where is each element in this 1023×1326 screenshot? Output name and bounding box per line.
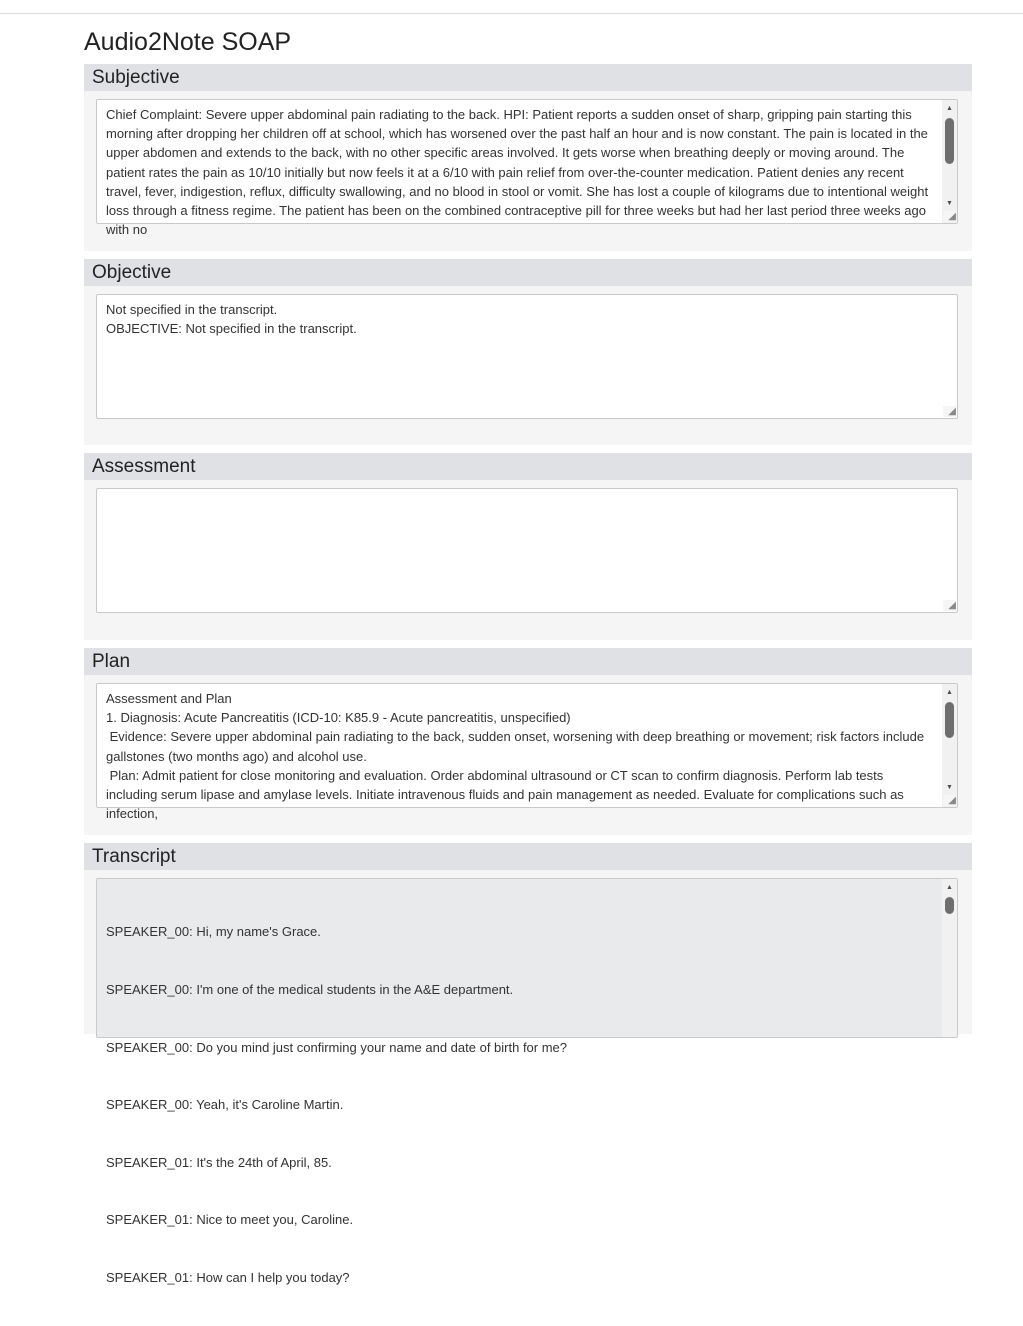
- top-bar: [0, 0, 1023, 14]
- resize-grip-icon[interactable]: ◢: [943, 795, 956, 806]
- resize-grip-icon[interactable]: ◢: [943, 211, 956, 222]
- scroll-up-arrow-icon[interactable]: ▲: [946, 884, 953, 891]
- objective-text: Not specified in the transcript. OBJECTIVE: Not specified in the transcript.: [106, 302, 357, 337]
- section-plan: [84, 648, 972, 835]
- section-assessment: [84, 453, 972, 640]
- section-transcript: [84, 843, 972, 1286]
- assessment-textarea[interactable]: [96, 488, 958, 613]
- transcript-textarea[interactable]: [96, 878, 958, 1286]
- plan-textarea[interactable]: [96, 683, 958, 822]
- scroll-down-arrow-icon[interactable]: ▼: [946, 784, 953, 791]
- page-title: Audio2Note SOAP: [84, 28, 292, 56]
- plan-text: Assessment and Plan 1. Diagnosis: Acute Pancreatitis (ICD-10: K85.9 - Acute pancreatitis, unspecified) Evidence: Severe upper abdominal pain radiating to the back, sudden onset, worsening with deep breathing or movement; risk factors include gallstones (two months ago) and alcohol use. Plan: Admit patient for close monitoring and evaluation. Order abdominal ultrasound or CT scan to confirm diagnosis. Perform lab tests including serum lipase and amylase levels. Initiate intravenous fluids and pain management as needed. Evaluate for complications such as infection,: [106, 691, 925, 822]
- transcript-line: SPEAKER_00: I'm one of the medical students in the A&E department.: [106, 982, 514, 998]
- subjective-textarea[interactable]: [96, 99, 958, 238]
- section-heading-objective: Objective: [84, 259, 972, 286]
- transcript-line: SPEAKER_00: Hi, my name's Grace.: [106, 924, 321, 940]
- scroll-up-arrow-icon[interactable]: ▲: [946, 689, 953, 696]
- scroll-thumb[interactable]: [945, 897, 954, 914]
- transcript-text: [106, 884, 935, 1326]
- transcript-line: SPEAKER_01: How can I help you today?: [106, 1270, 350, 1286]
- objective-textarea[interactable]: [96, 294, 958, 419]
- section-heading-plan: Plan: [84, 648, 972, 675]
- scroll-up-arrow-icon[interactable]: ▲: [946, 105, 953, 112]
- section-heading-subjective: Subjective: [84, 64, 972, 91]
- transcript-scrollbar[interactable]: [942, 879, 957, 1037]
- transcript-line: SPEAKER_01: Nice to meet you, Caroline.: [106, 1212, 354, 1228]
- section-heading-assessment: Assessment: [84, 453, 972, 480]
- section-heading-transcript: Transcript: [84, 843, 972, 870]
- plan-scrollbar[interactable]: [942, 684, 957, 807]
- scroll-thumb[interactable]: [945, 702, 954, 738]
- resize-grip-icon[interactable]: ◢: [943, 406, 956, 417]
- subjective-scrollbar[interactable]: [942, 100, 957, 223]
- section-subjective: [84, 64, 972, 251]
- transcript-line: SPEAKER_00: Do you mind just confirming your name and date of birth for me?: [106, 1039, 568, 1055]
- resize-grip-icon[interactable]: ◢: [943, 600, 956, 611]
- subjective-text: Chief Complaint: Severe upper abdominal pain radiating to the back. HPI: Patient reports a sudden onset of sharp, gripping pain starting this morning after dropping her children off at school, which has worsened over the past half an hour and is now constant. The pain is located in the upper abdomen and extends to the back, with no other specific areas involved. It gets worse when breathing deeply or moving around. The patient rates the pain as 10/10 initially but now feels it at a 6/10 with pain relief from over-the-counter medication. Patient denies any recent travel, fever, indigestion, reflux, difficulty swallowing, and no blood in stool or vomit. She has lost a couple of kilograms due to intentional weight loss through a fitness regime. The patient has been on the combined contraceptive pill for three weeks but had her last period three weeks ago with no: [106, 107, 932, 238]
- scroll-down-arrow-icon[interactable]: ▼: [946, 200, 953, 207]
- transcript-line: SPEAKER_00: Yeah, it's Caroline Martin.: [106, 1097, 344, 1113]
- section-objective: [84, 259, 972, 445]
- scroll-thumb[interactable]: [945, 118, 954, 164]
- transcript-line: SPEAKER_01: It's the 24th of April, 85.: [106, 1154, 332, 1170]
